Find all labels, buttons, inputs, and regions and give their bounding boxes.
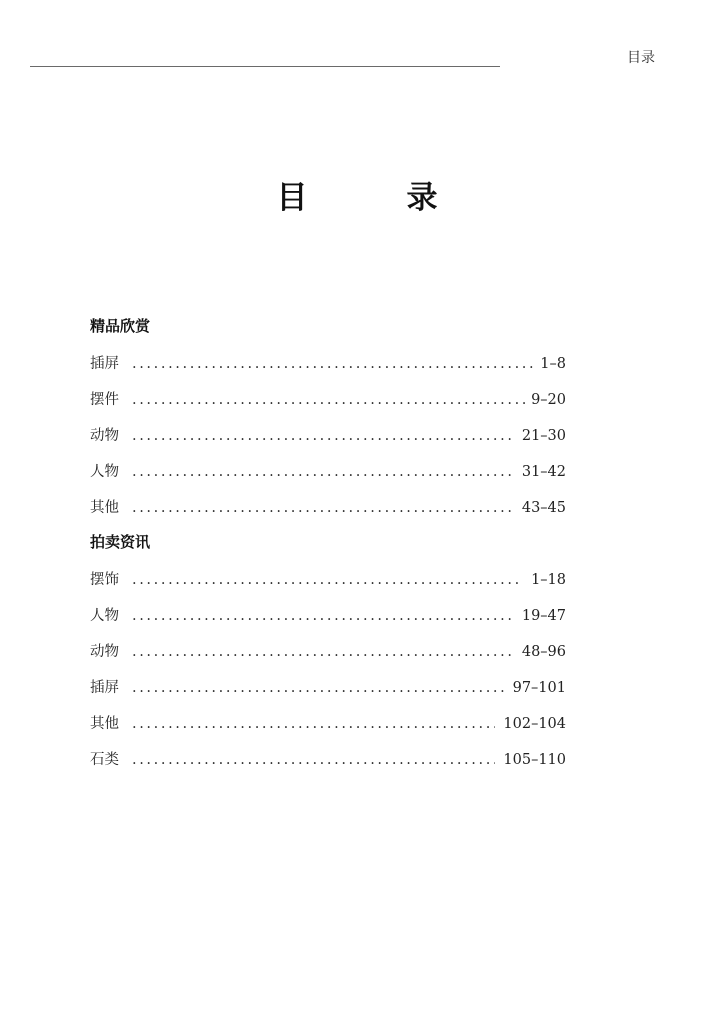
entry-pages: 105–110 [503, 752, 566, 768]
entry-pages: 21–30 [521, 428, 566, 444]
entry-pages: 9–20 [531, 392, 566, 408]
dot-leader [132, 454, 516, 490]
table-of-contents [90, 310, 566, 778]
dot-leader [132, 598, 514, 634]
toc-entry[interactable] [90, 418, 566, 454]
toc-section-featured [90, 310, 566, 526]
entry-label: 动物 [90, 644, 119, 660]
toc-entry[interactable] [90, 706, 566, 742]
dot-leader [132, 562, 523, 598]
page-title: 目 录 [276, 180, 472, 216]
entry-label: 其他 [90, 716, 119, 732]
running-head: 目录 [627, 50, 655, 66]
entry-label: 动物 [90, 428, 119, 444]
entry-pages: 102–104 [503, 716, 566, 732]
dot-leader [132, 670, 505, 706]
entry-label: 摆饰 [90, 572, 119, 588]
entry-label: 人物 [90, 608, 119, 624]
toc-entry[interactable] [90, 562, 566, 598]
toc-entry[interactable] [90, 670, 566, 706]
entry-pages: 19–47 [521, 608, 566, 624]
section-heading: 精品欣赏 [90, 317, 151, 335]
entry-label: 石类 [90, 752, 119, 768]
toc-entry[interactable] [90, 382, 566, 418]
dot-leader [132, 346, 534, 382]
header-rule [30, 66, 500, 67]
dot-leader [132, 742, 495, 778]
dot-leader [132, 418, 516, 454]
toc-entry[interactable] [90, 634, 566, 670]
entry-pages: 31–42 [521, 464, 566, 480]
entry-pages: 43–45 [521, 500, 566, 516]
dot-leader [132, 706, 495, 742]
toc-entry[interactable] [90, 454, 566, 490]
dot-leader [132, 634, 514, 670]
entry-pages: 48–96 [521, 644, 566, 660]
entry-pages: 1–18 [531, 572, 566, 588]
entry-label: 人物 [90, 464, 119, 480]
entry-label: 插屏 [90, 356, 119, 372]
entry-pages: 1–8 [540, 356, 566, 372]
entry-label: 其他 [90, 500, 119, 516]
toc-entry[interactable] [90, 346, 566, 382]
section-heading: 拍卖资讯 [90, 533, 151, 551]
dot-leader [132, 490, 516, 526]
toc-entry[interactable] [90, 598, 566, 634]
toc-entry[interactable] [90, 490, 566, 526]
entry-label: 插屏 [90, 680, 119, 696]
toc-section-auction [90, 526, 566, 778]
entry-pages: 97–101 [512, 680, 566, 696]
dot-leader [132, 382, 525, 418]
entry-label: 摆件 [90, 392, 119, 408]
toc-entry[interactable] [90, 742, 566, 778]
